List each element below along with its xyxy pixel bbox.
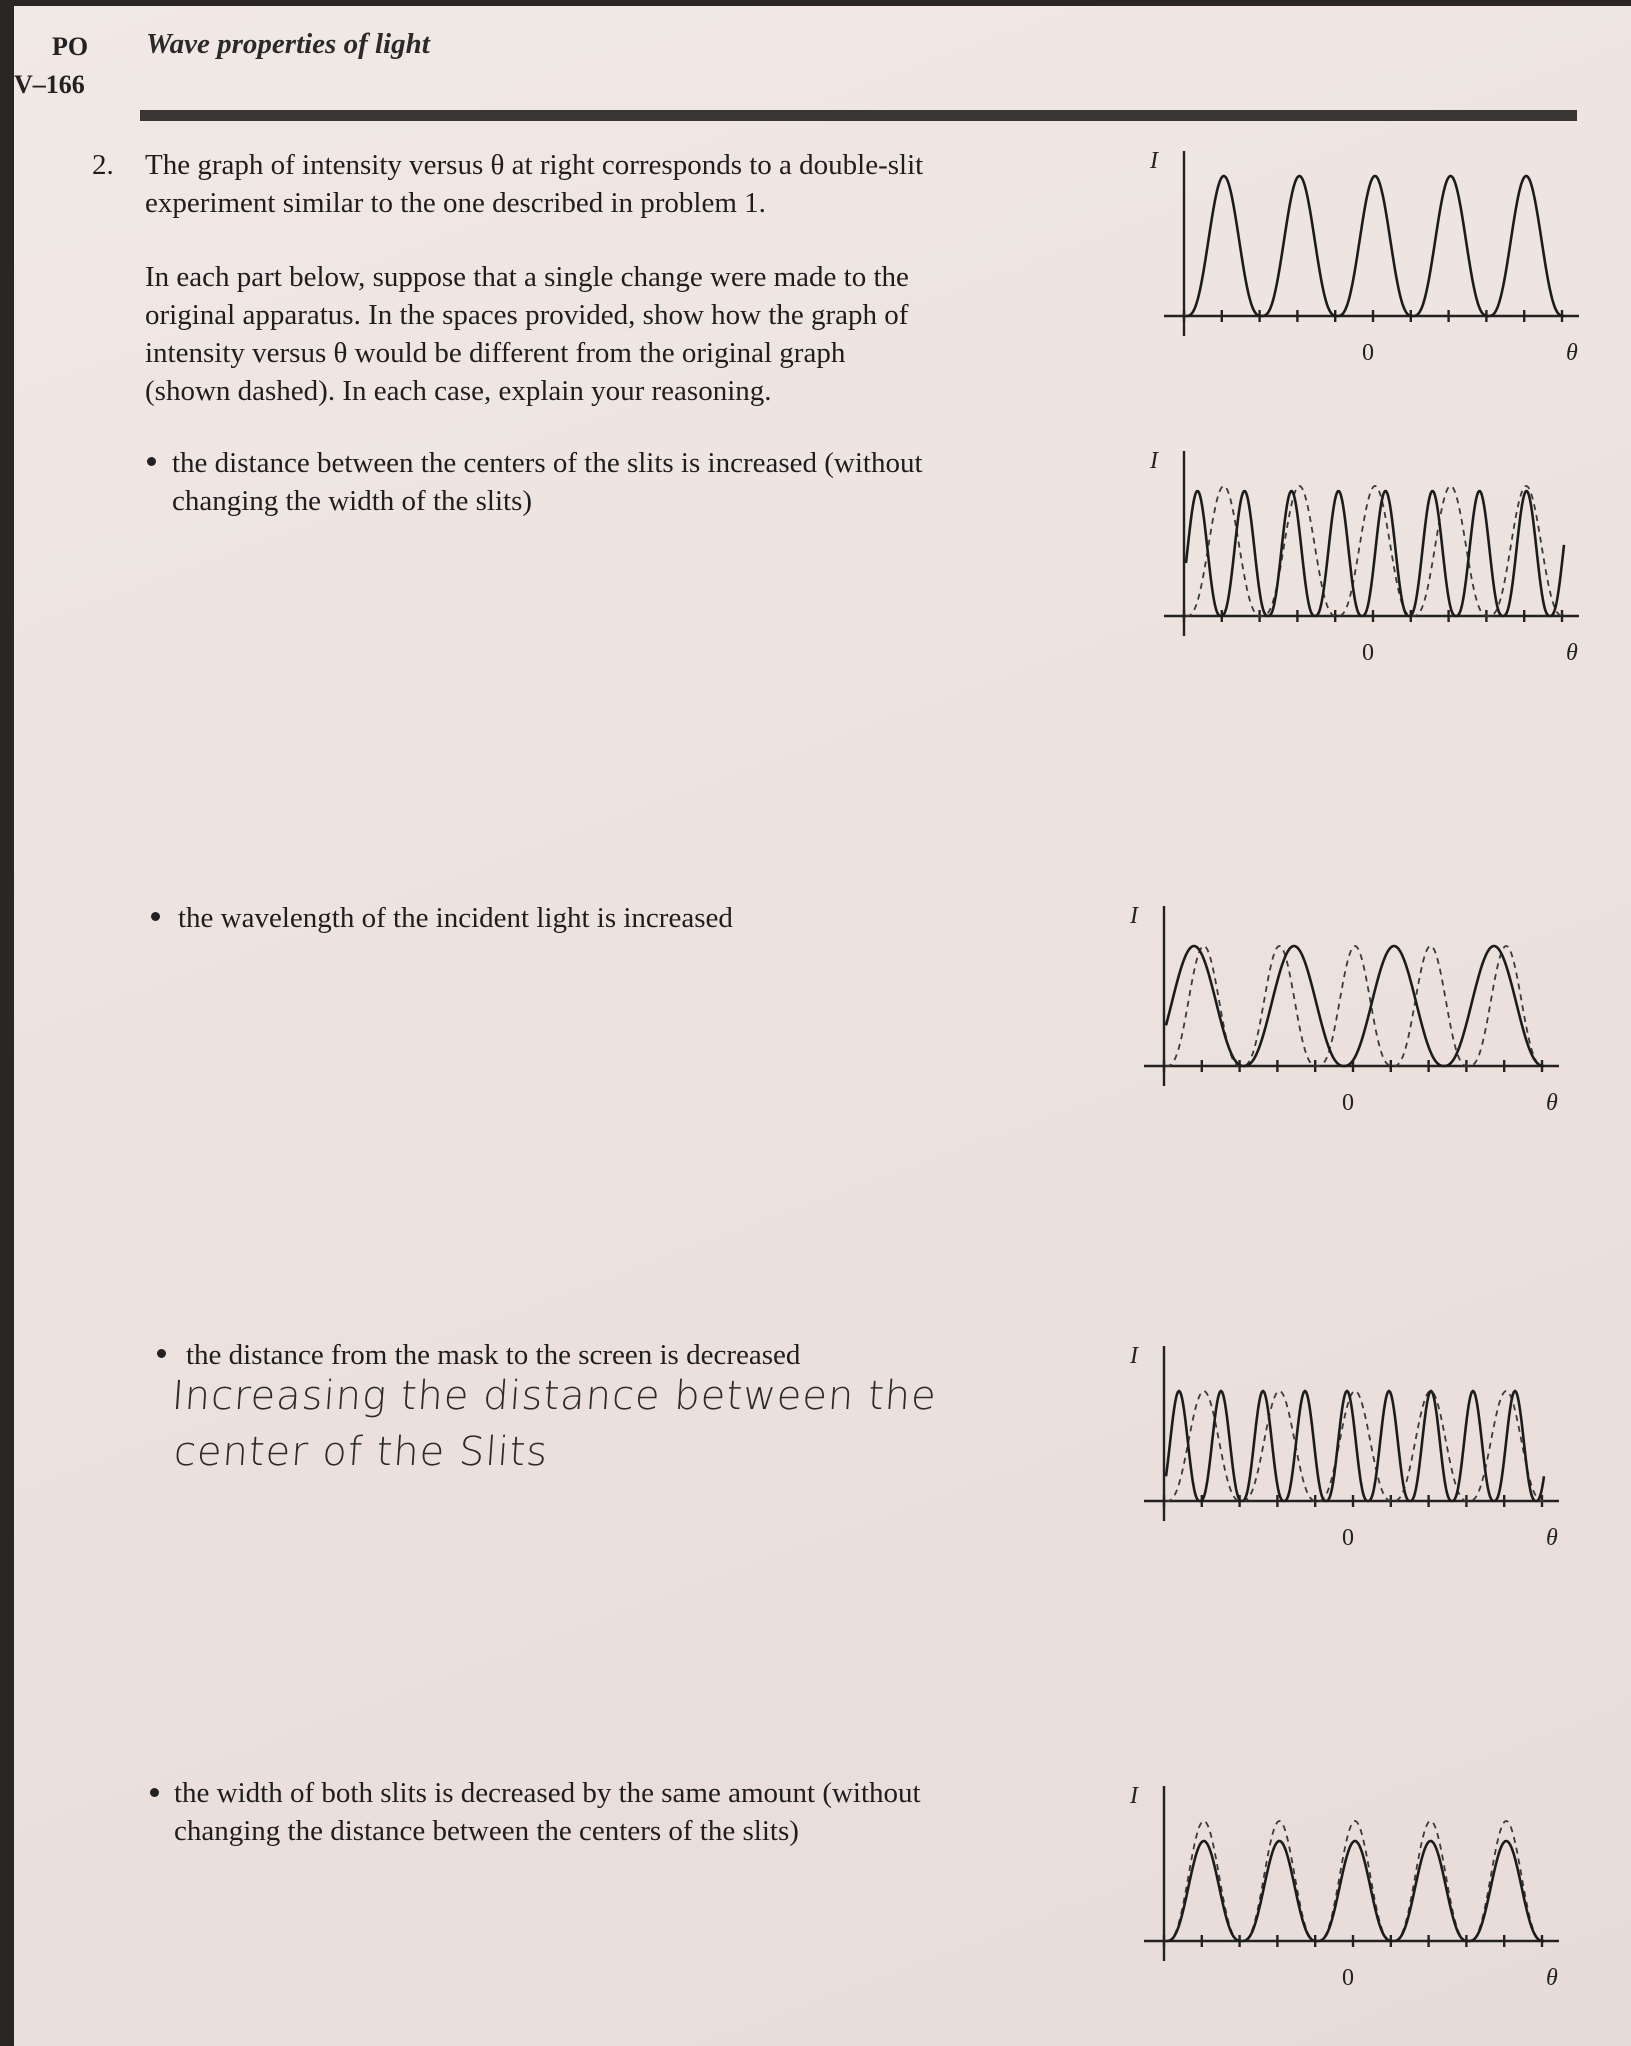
handwritten-answer-line1: Increasing the distance between the (170, 1373, 939, 1419)
problem-number: 2. (92, 149, 114, 181)
origin-label: 0 (1362, 340, 1374, 366)
section-title: Wave properties of light (146, 28, 430, 60)
page-number: V–166 (14, 70, 85, 99)
bullet (157, 1349, 166, 1358)
sketched-curve (1166, 946, 1544, 1066)
bullet (151, 912, 160, 921)
header-rule (140, 110, 1577, 121)
bullet (147, 457, 156, 466)
x-axis-label: θ (1546, 1965, 1558, 1991)
bullet (150, 1788, 159, 1797)
problem-intro-line2: experiment similar to the one described in problem 1. (145, 187, 766, 219)
slit-width-graph (1124, 1781, 1564, 2021)
instructions-line1: In each part below, suppose that a single change were made to the (145, 261, 909, 293)
screen-distance-graph (1124, 1341, 1564, 1581)
y-axis-label: I (1150, 148, 1158, 174)
x-axis-label: θ (1546, 1090, 1558, 1116)
original-curve-dashed (1166, 946, 1544, 1066)
sketched-curve (1186, 491, 1564, 616)
x-axis-label: θ (1566, 640, 1578, 666)
y-axis-label: I (1130, 903, 1138, 929)
origin-label: 0 (1342, 1525, 1354, 1551)
part1-line2: changing the width of the slits) (172, 485, 533, 517)
instructions-line3: intensity versus θ would be different from the original graph (145, 337, 846, 369)
x-axis-label: θ (1546, 1525, 1558, 1551)
worksheet-page (14, 6, 1631, 2046)
original-curve (1186, 176, 1564, 316)
part2-line1: the wavelength of the incident light is increased (178, 902, 733, 934)
original-curve-dashed (1166, 1821, 1544, 1941)
part4-line1: the width of both slits is decreased by the same amount (without (174, 1777, 921, 1809)
original-intensity-graph (1144, 146, 1584, 386)
wavelength-graph (1124, 901, 1564, 1141)
slit-separation-graph (1144, 446, 1584, 686)
sketched-curve (1166, 1391, 1544, 1501)
part1-line1: the distance between the centers of the slits is increased (without (172, 447, 923, 479)
handwritten-answer-line2: center of the Slits (172, 1429, 550, 1475)
part3-line1: the distance from the mask to the screen is decreased (186, 1339, 801, 1371)
y-axis-label: I (1130, 1783, 1138, 1809)
origin-label: 0 (1342, 1090, 1354, 1116)
problem-intro-line1: The graph of intensity versus θ at right corresponds to a double-slit (145, 149, 924, 181)
y-axis-label: I (1150, 448, 1158, 474)
page-code: PO (52, 32, 89, 61)
part4-line2: changing the distance between the centers of the slits) (174, 1815, 799, 1847)
origin-label: 0 (1342, 1965, 1354, 1991)
y-axis-label: I (1130, 1343, 1138, 1369)
origin-label: 0 (1362, 640, 1374, 666)
instructions-line2: original apparatus. In the spaces provided, show how the graph of (145, 299, 909, 331)
x-axis-label: θ (1566, 340, 1578, 366)
instructions-line4: (shown dashed). In each case, explain your reasoning. (145, 375, 772, 407)
